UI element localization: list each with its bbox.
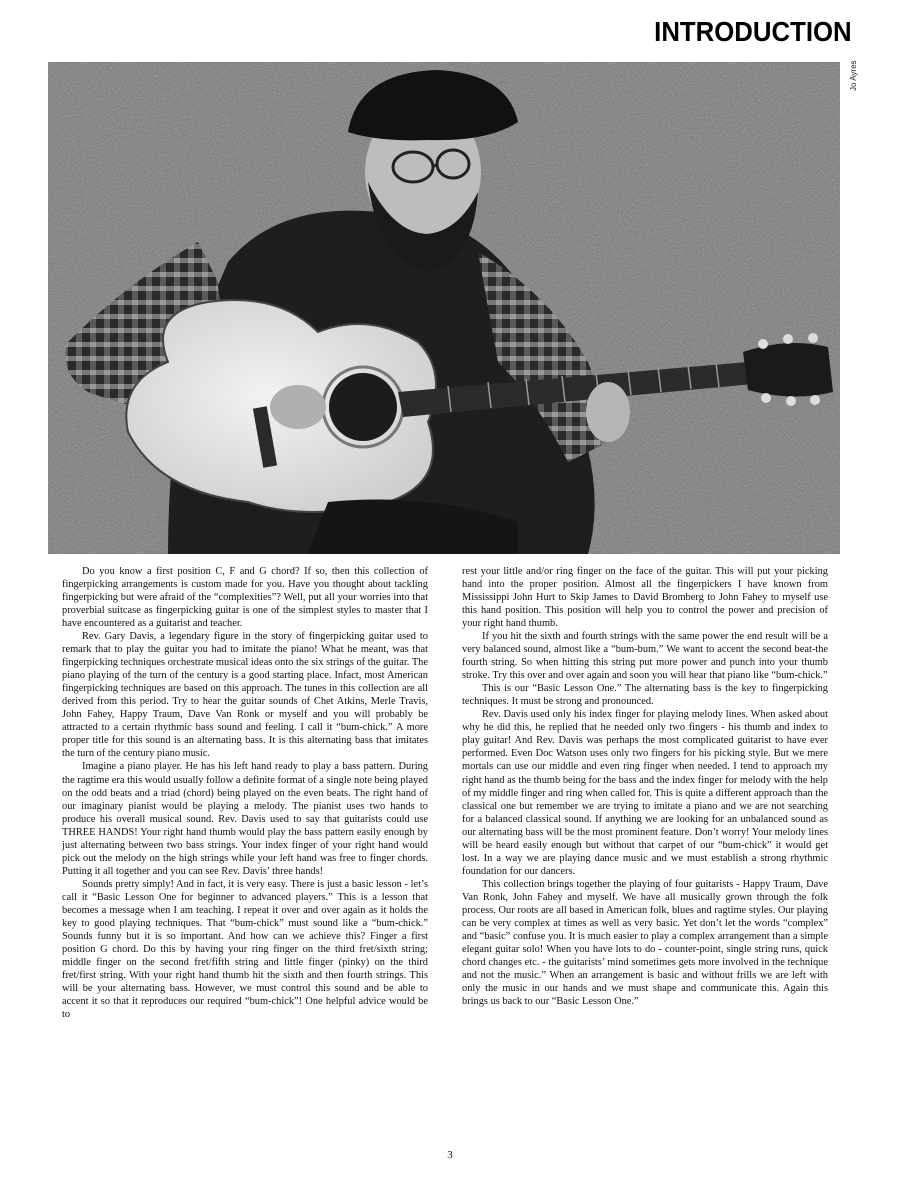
- paragraph: This is our “Basic Lesson One.” The alternating bass is the key to fingerpicking techniques. It must be strong and pronounced.: [462, 683, 828, 708]
- page-number: 3: [447, 1149, 453, 1161]
- paragraph: rest your little and/or ring finger on the face of the guitar. This will put your picking hand into the proper position. Almost all the fingerpickers I have known from Mississippi John Hurt to Skip James to David Bromberg to John Fahey to myself use this hand position. This position will help you to control the power and precision of your right hand thumb.: [462, 566, 828, 630]
- paragraph: Do you know a first position C, F and G chord? If so, then this collection of fingerpicking arrangements is custom made for you. Have you thought about tackling fingerpicking but were afraid of the “complexities”? Well, put all your worries into that proverbial suitcase as fingerpicking guitar is one of the simplest styles to master that I have encountered as a guitarist and teacher.: [62, 566, 428, 630]
- paragraph: Sounds pretty simply! And in fact, it is very easy. There is just a basic lesson - let’s call it “Basic Lesson One for beginner to advanced players.” This is a lesson that becomes a message when I am teaching. I repeat it over and over again as it holds the key to good playing techniques. That “bum-chick” must sound like a “bum-chick.” Sounds funny but it is so important. And how can we achieve this? Finger a first position G chord. Do this by having your ring finger on the third fret/sixth string; middle finger on the second fret/fifth string and little finger (pinky) on the third fret/first string. With your right hand thumb hit the sixth and then fourth strings. This will be your alternating bass. However, we must control this sound and be able to accent it so that it reproduces our required “bum-chick”! One helpful advice would be to: [62, 878, 428, 1021]
- text-column-left: [62, 565, 428, 1021]
- text-column-right: [462, 565, 828, 1008]
- paragraph: Rev. Gary Davis, a legendary figure in the story of fingerpicking guitar used to remark that to play the guitar you had to imitate the piano! What he meant, was that fingerpicking techniques orchestrate musical ideas onto the six strings of the guitar. The piano playing of the turn of the century is a good starting place. Infact, most American fingerpicking techniques are based on this approach. The tunes in this collection are all derived from this period. Try to hear the guitar sounds of Chet Atkins, Merle Travis, John Fahey, Happy Traum, Dave Van Ronk or myself and you will probably be attracted to a certain rhythmic bass sound and feeling. I call it “bum-chick.” A more proper title for this sound is an alternating bass. It is this alternating bass that imitates the turn of the century piano music.: [62, 631, 428, 760]
- page-title: INTRODUCTION: [654, 16, 852, 47]
- paragraph: This collection brings together the playing of four guitarists - Happy Traum, Dave Van Ronk, John Fahey and myself. We have all musically grown through the folk process. Our roots are all based in American folk, blues and ragtime styles. Our playing can be very complex at times as well as very basic. Yet don’t let the words “complex” and “basic” confuse you. It is much easier to play a complex arrangement than a simple elegant guitar solo! When you have lots to do - counter-point, single string runs, quick chord changes etc. - the guitarists’ mind sometimes gets more involved in the technique and not the music.” When an arrangement is basic and without frills we are left with only the music in our hands and we must shape and communicate this. Again this brings us back to our “Basic Lesson One.”: [462, 878, 828, 1008]
- paragraph: Imagine a piano player. He has his left hand ready to play a bass pattern. During the ragtime era this would usually follow a definite format of a single note being played on the odd beats and a triad (chord) being played on the even beats. The right hand of our imaginary pianist would be playing a melody. The pianist uses two hands to produce his overall musical sound. Rev. Davis used to say that guitarists could use THREE HANDS! Your right hand thumb would play the bass pattern easily enough by just alternating between two bass strings. Your index finger of your right hand would pick out the melody on the high strings while your left hand was free to finger chords. Putting it all together and you can see Rev. Davis’ three hands!: [62, 761, 428, 877]
- guitarist-photo: [48, 62, 840, 554]
- photo-credit: Jo Ayres: [849, 60, 858, 91]
- paragraph: Rev. Davis used only his index finger for playing melody lines. When asked about why he did this, he replied that he needed only two fingers - his thumb and index to play guitar! And Rev. Davis was perhaps the most complicated guitarist to have ever performed. Even Doc Watson uses only two fingers for his picking style. But we mere mortals can use our middle and even ring finger when needed. I tend to approach my right hand as the thumb being for the bass and the index finger for melody with the help of my middle finger and ring when called for. This is quite a different approach than the classical one but remember we are trying to imitate a piano and we are not searching for a balanced classical sound. If anything we are looking for an unbalanced sound as our alternating bass will be the most prominent feature. Don’t worry! Your melody lines will be heard easily enough but without that carpet of our “bum-chick” it would get lost. In a way we are playing dance music and we must establish a strong rhythmic foundation for our dancers.: [462, 709, 829, 877]
- paragraph: If you hit the sixth and fourth strings with the same power the end result will be a very balanced sound, almost like a “bum-bum.” We want to accent the second beat-the fourth string. So when hitting this string put more power and punch into your thumb stroke. Try this over and over again and soon you will hear that piano like “bum-chick.”: [462, 631, 828, 682]
